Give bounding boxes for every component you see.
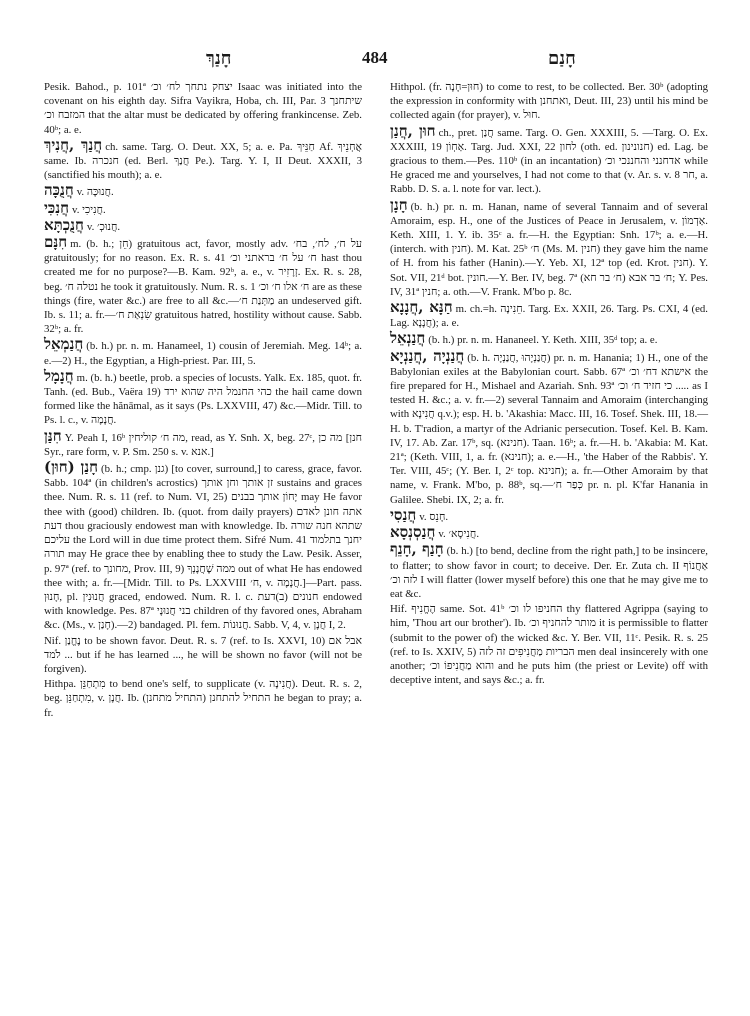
dictionary-entry xyxy=(44,80,362,137)
entry-text: m. (b. h.; חֵן) gratuitous act, favor, mostly adv. על ח׳, לח׳, בח׳ gratuitously; for no reason. Ex. R. s. 41 ח׳ על ח׳ בראתני וכ׳ hast thou created me for no purpose?—B. Kam. 92ᵇ, a. e., v. זְרָזִיר. Ex. R. s. 28, beg. נטלה ח׳ he took it gratuitously. Num. R. s. 1 ח׳ אלו ח׳ וכ׳ are as these things (fire, water &c.) are free to all &c.—מַתְּנַת ח׳ an undeserved gift. Ib. s. 11; a. fr.—שִׂנְאַת ח׳ gratuitous hatred, hostility without cause. Sabb. 32ᵇ; a. fr. xyxy=(44,238,363,336)
entry-headword: חָנָן xyxy=(390,195,408,214)
right-column xyxy=(390,80,708,688)
entry-text: ch., pret. חֲנַן same. Targ. O. Gen. XXXIII, 5. —Targ. O. Ex. XXXIII, 19 אַחְוֹן. Targ. Jud. XXI, 22 לחון (oth. ed. חנונינון) ed. Lag. be gracious to them.—Pes. 110ᵇ (in an incantation) אדחנני והחננכי וכ׳ while He graced me and yourselves, I had not come to that (v. Ar. s. v. חר 8, a. Rabb. D. S. a. l. note for var. lect.). xyxy=(390,126,709,196)
dictionary-entry xyxy=(44,634,362,677)
entry-text: ch. same. Targ. O. Deut. XX, 5; a. e. Pa. חַנֵּיךְ Af. אֲחְנֵיךְ same. Ib. חנכרה (ed. Berl. חֲנַךְ Pe.). Targ. Y. I, II Deut. XXXII, 3 (sanctified his mouth); a. e. xyxy=(44,140,362,182)
entry-text: v. חֲנוּכָּה. xyxy=(76,186,114,199)
entry-text: v. חֲנִיכִי. xyxy=(72,203,106,216)
dictionary-entry xyxy=(390,602,708,687)
entry-headword: חִנַּן xyxy=(44,426,62,445)
entry-headword: חַנָּא ,חֲנָנָא xyxy=(390,298,453,317)
entry-text: m. ch.=h. חֵנִינָה. Targ. Ex. XXII, 26. Targ. Ps. CXI, 4 (ed. Lag. חֲנָנָא); a. e. xyxy=(390,303,708,330)
dictionary-entry xyxy=(44,215,362,234)
entry-headword: חֲנַךְ ,חֲנִיךְ xyxy=(44,135,103,154)
entry-headword: חָנַן (חוּן) xyxy=(44,458,99,477)
entry-text: (b. h.) pr. n. m. Hananeel. Y. Keth. XIII, 35ᵈ top; a. e. xyxy=(428,334,658,347)
entry-text: Hithpa. מִתְחַנֵּן to bend one's self, to supplicate (v. חֲנִינָה). Deut. R. s. 2, beg. מִתְחַנֵּן, v. חֲנָן. Ib. התחיל להתחנן (התחיל מתחנן) he began to pray; a. fr. xyxy=(44,678,362,719)
entry-headword: חֲנֻכָּה xyxy=(44,181,74,200)
entry-text: (b. h.; cmp. גנן) [to cover, surround,] to caress, grace, favor. Sabb. 104ª (in children's acrostics) זן אותך וחן אותך sustains and graces thee. Num. R. s. 11 (ref. to Num. VI, 25) יָחוֹן אותך בבנים may He favor thee with (good) children. Ib. (quot. from daily prayers) אתה חונן לאדם דעת thou graciously endowest man with knowledge. Ib. שתהא חנה שורה עליכם the Lord will in due time protect them. Sifré Num. 41 יחנך בתלמוד תורה may He grace thee by enabling thee to study the Law. Pesik. Asser, p. 97ª (ref. to מחונך, Prov. III, 9) ממה שֶׁחֲנָנְךָ out of what He has endowed thee with; a. fr.—[Midr. Till. to Ps. LXXVIII ח׳, v. חֲנָמָה.]—Part. pass. חָנוּן, pl. חֲנוּנִין graced, endowed. Num. R. l. c. חנונים (ב)דעת endowed with knowledge. Pes. 87ª בני חֲנוּנָי children of thy favored ones, Abraham &c. (Ms., v. חָנַן).—2) bandaged. Pl. fem. חֲנוּנוֹת. Sabb. V, 4, v. חֲנָן I, 2. xyxy=(44,463,363,632)
page-number: 484 xyxy=(362,48,388,67)
entry-headword: חֲנַסִי xyxy=(390,505,417,524)
entry-headword: חֲנַסְנְסָא xyxy=(390,523,436,542)
left-running-head: חָנַךְ xyxy=(206,48,232,69)
dictionary-entry xyxy=(44,366,362,428)
entry-headword: חֲנַמְאֵל xyxy=(44,335,84,354)
dictionary-entry xyxy=(44,426,362,459)
entry-text: Y. Peah I, 16ᵇ מה ח׳ קוליחין, read, as Y. Snh. X, beg. 27ᶜ, מה כן [חנן Syr., rare form, v. P. Sm. 250 s. v. אנא.] xyxy=(44,431,362,458)
entry-headword: חֲנֻכְתָּא xyxy=(44,215,84,234)
page-header xyxy=(40,48,710,72)
dictionary-entry xyxy=(390,542,708,601)
entry-text: (b. h.) pr. n. m. Hanan, name of several Tannaim and of several Amoraim, esp. H., one of the Justices of Peace in Jerusalem, v. אַדְמוֹן. Keth. XIII, 1. Y. ib. 35ᶜ a. fr.—H. the Egyptian: Snh. 17ᵇ; a. e.—H. (interch. with חנין). M. Kat. 25ᵇ ח׳ (Ms. M. חנין) they gave him the name of H. from his father (Hanin).—Y. Yeb. XI, 12ª top (ed. Krot. חנין). Y. Sot. VII, 21ᵈ bot. חונין.—Y. Ber. IV, beg. 7ª ח׳ בר אבא (ח׳ בר חא); Y. Pes. IV, 31ª חנין; a. oth.—V. Frank. M'bo p. 8c. xyxy=(390,200,709,298)
entry-headword: חֲנַנְאֵל xyxy=(390,329,426,348)
dictionary-entry xyxy=(44,460,362,632)
entry-text: v. חָנֵס. xyxy=(419,510,449,523)
entry-text: Hif. הֶחֱנִיף same. Sot. 41ᵇ החניפו לו וכ׳ thy flattered Agrippa (saying to him, 'Thou art our brother'). Ib. מותר להחניף וכ׳ it is permissible to flatter (submit to the power of) the wicked &c. Y. Ber. VII, 11ᶜ. Pesik. R. s. 25 (ref. to Is. XXIV, 5) הבריות מַחֲנִיפִים זה לזה men deal insincerely with one another; והוא מַחֲנִיפוֹ וכ׳ and he puts him (the priest or Levite) off with deceptive intent, and says &c.; a. fr. xyxy=(390,603,709,687)
dictionary-entry xyxy=(44,235,362,336)
entry-text: Hithpol. (fr. חוּן=חָנָה) to come to rest, to be collected. Ber. 30ᵇ (adopting the expression in conformity with ואתחנן, Deut. III, 23) until his mind be collected again (for prayer), v. חוּל. xyxy=(390,81,708,122)
dictionary-entry xyxy=(44,677,362,720)
dictionary-entry xyxy=(390,346,709,507)
dictionary-entry xyxy=(44,198,362,217)
entry-text: Nif. נֶחֱנַן to be shown favor. Deut. R. s. 7 (ref. to Is. XXVI, 10) אבל אם לֹמד ... but if he has learned ..., he will be shown no favor (will not be forgiven). xyxy=(44,634,362,675)
dictionary-entry xyxy=(390,505,708,524)
entry-text: (b. h.) [to bend, decline from the right path,] to be insincere, to flatter; to show favor in court; to deceive. Der. Er. Zuta ch. II אַחֲנוֹף לזה וכ׳ I will flatter (lower myself before) this one that he may give me to eat &c. xyxy=(390,545,708,600)
dictionary-entry xyxy=(390,121,709,197)
entry-headword: חָנַף ,חָנֵף xyxy=(390,540,444,559)
left-column xyxy=(44,80,362,721)
entry-text: (b. h. חֲנַנְיָהוּ ,חֲנַנְיָה) pr. n. m. Hanania; 1) H., one of the Babylonian exiles at the Babylonian court. Sabb. 67ª אישתא דח׳ וכ׳ the fire prepared for H., Mishael and Azariah. Snh. 93ª כי חזיד ח׳ וכ׳ ..... as I tested H. &c.; a. v. fr.—2) several Tannaim and Amoraim (interchanging with חֲנִינָא q.v.); esp. H. b. 'Akashia: Macc. III, 16. Tosef. Shek. III, 18.—H. b. T'radion, a martyr of the Adrianic persecution. Tosef. Kel. B. Kam. IV, 17. Ab. Zar. 17ᵇ, sq. (חנינא). Taan. 16ᵇ; a. fr.—H. b. 'Akabia: M. Kat. 21ª; (Keth. VIII, 1, a. fr. (חנינא); a. e.—H., 'the Haber of the Rabbis'. Y. Ter. VIII, 45ᶜ; (Y. Ber. I, 2ᶜ top. חנינא); a. fr.—Other Amoraim by that name, v. Frank. M'bo, p. 88ᵇ, sq.—כְּפַר ח׳ pr. n. pl. K'far Hanania in Galilee. Shebi. IX, 2; a. fr. xyxy=(390,351,709,506)
entry-headword: חִנָּם xyxy=(44,233,68,252)
entry-headword: חֲנַנְיָה ,חֲנַנְיָא xyxy=(390,346,465,365)
entry-headword: חֲנָמָל xyxy=(44,366,74,385)
dictionary-entry xyxy=(44,337,362,367)
dictionary-entry xyxy=(44,183,362,199)
entry-text: m. (b. h.) beetle, prob. a species of locusts. Yalk. Ex. 185, quot. fr. Tanh. (ed. Bub., Vaëra 19) כהי החנמל היה שהוא ירד the hail came down formed like the hănāmal, as it says (Ps. LXXVIII, 47) &c.—Midr. Till. to Ps. l. c., v. חֲנָמָה. xyxy=(44,371,362,427)
entry-text: v. חֲנוּכְ׳. xyxy=(86,220,121,233)
dictionary-entry xyxy=(390,80,708,123)
entry-text: (b. h.) pr. n. m. Hanameel, 1) cousin of Jeremiah. Meg. 14ᵇ; a. e.—2) H., the Egyptian, a High-priest. Par. III, 5. xyxy=(44,340,362,367)
dictionary-entry xyxy=(390,331,708,347)
dictionary-entry xyxy=(390,300,708,330)
entry-headword: חֲנִכִּי xyxy=(44,198,70,217)
dictionary-entry xyxy=(390,195,709,299)
entry-headword: חוּן ,חֲנַן xyxy=(390,121,436,140)
dictionary-entry xyxy=(44,135,362,183)
entry-text: Pesik. Bahod., p. 101ª יצחק נתחך לח׳ וכ׳ Isaac was initiated into the covenant on his eighth day. Sifra Vayikra, Hoba, ch. III, Par. 3 שיתחנך המזבח וכ׳ that the altar must be dedicated by offering frankincense. Zeb. 40ᵇ; a. e. xyxy=(44,81,362,136)
dictionary-entry xyxy=(390,525,708,541)
right-running-head: חָנַם xyxy=(548,48,576,69)
entry-text: v. חֲנִיסָא׳. xyxy=(438,528,480,541)
